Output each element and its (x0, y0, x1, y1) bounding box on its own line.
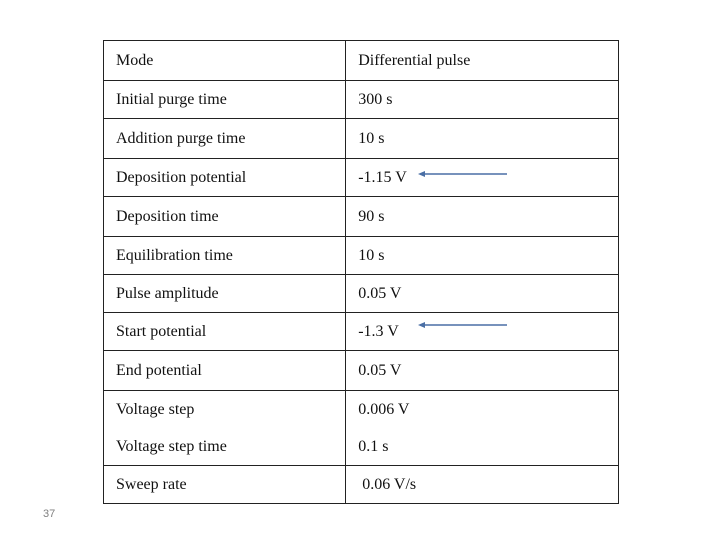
row-value: 0.1 s (358, 438, 389, 455)
table-row (104, 119, 619, 159)
table-row (104, 197, 619, 237)
row-label: End potential (104, 351, 346, 391)
row-value: 0.006 V (358, 401, 410, 418)
row-label: Sweep rate (104, 466, 346, 504)
row-label: Deposition potential (104, 159, 346, 197)
table-row (104, 391, 619, 466)
sweep-rate-value: 0.06 V/s (362, 475, 417, 493)
row-value-group (346, 391, 619, 466)
parameters-table (103, 40, 619, 504)
row-value: 10 s (346, 237, 619, 275)
arrow-left-icon (418, 320, 508, 330)
table-row (104, 466, 619, 504)
table-row (104, 313, 619, 351)
row-label: Equilibration time (104, 237, 346, 275)
row-value: 90 s (346, 197, 619, 237)
table-row (104, 41, 619, 81)
row-value: 10 s (346, 119, 619, 159)
row-label: Mode (104, 41, 346, 81)
table-row (104, 351, 619, 391)
row-label: Voltage step time (116, 438, 227, 455)
row-label-group (104, 391, 346, 466)
table-row (104, 275, 619, 313)
row-label: Addition purge time (104, 119, 346, 159)
row-label: Deposition time (104, 197, 346, 237)
row-label: Start potential (104, 313, 346, 351)
table-row (104, 159, 619, 197)
row-label: Initial purge time (104, 81, 346, 119)
table-row (104, 81, 619, 119)
row-label: Pulse amplitude (104, 275, 346, 313)
table-row (104, 237, 619, 275)
row-value: 300 s (346, 81, 619, 119)
page-number: 37 (43, 508, 56, 520)
row-value (346, 466, 619, 504)
row-value: -1.15 V (346, 159, 619, 197)
row-value: Differential pulse (346, 41, 619, 81)
row-value: 0.05 V (346, 351, 619, 391)
row-value: 0.05 V (346, 275, 619, 313)
arrow-left-icon (418, 169, 508, 179)
row-label: Voltage step (116, 401, 195, 418)
row-value: -1.3 V (346, 313, 619, 351)
